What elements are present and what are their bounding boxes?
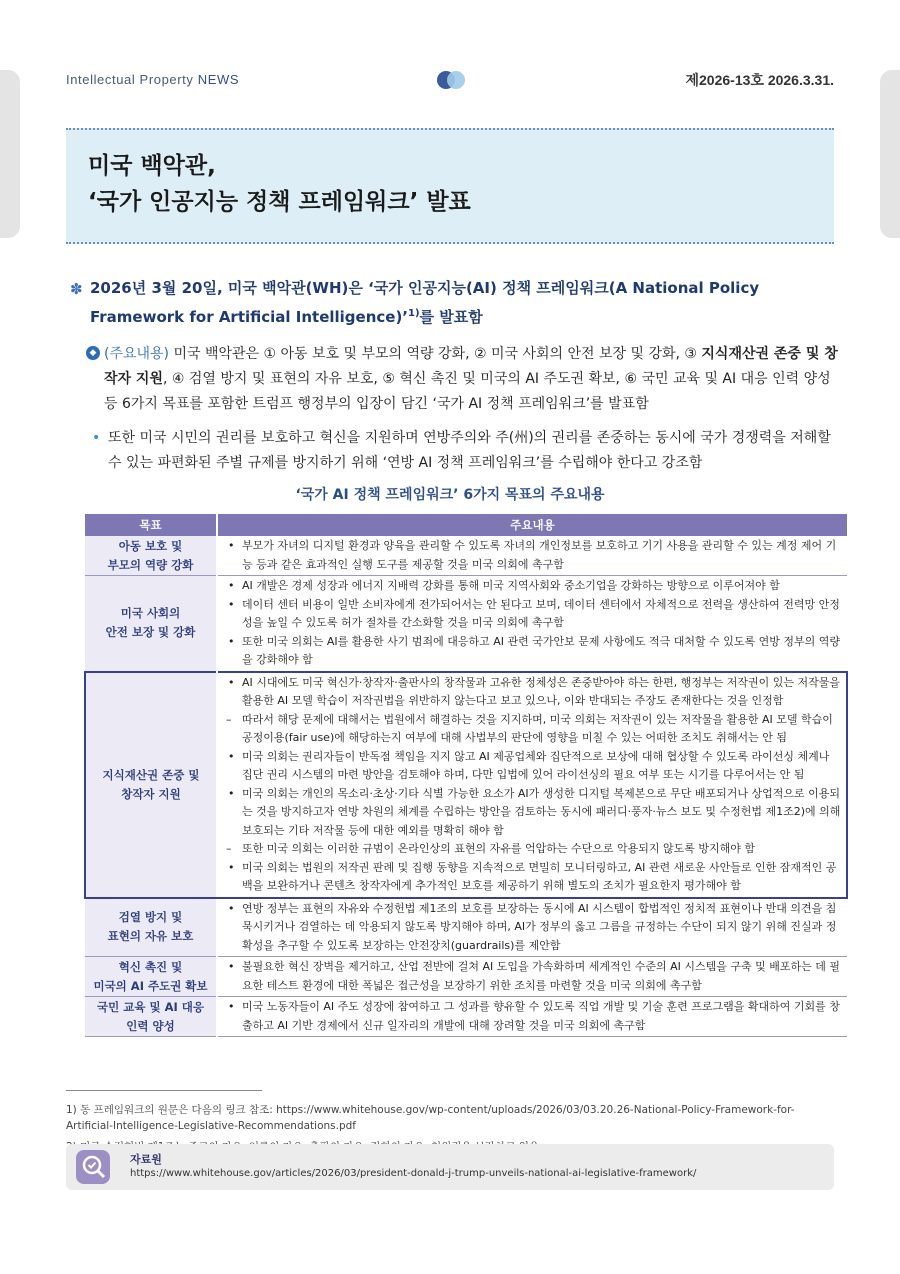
goal-label: 표현의 자유 보호	[107, 929, 194, 944]
goal-label: 창작자 지원	[121, 786, 181, 801]
bullet-item: • 불필요한 혁신 장벽을 제거하고, 산업 전반에 걸쳐 AI 도입을 가속화하며 세계적인 수준의 AI 시스템을 구축 및 배포하는 데 필요한 테스트 환경에 대한 폭넓은 접근성을 보장하기 위한 조치를 마련할 것을 미국 의회에 촉구함	[224, 958, 843, 995]
diamond-bullet-icon: ◆	[86, 346, 100, 360]
star-flower-icon: ✽	[70, 280, 83, 298]
goal-label: 인력 양성	[126, 1018, 175, 1033]
title-line-1: 미국 백악관,	[88, 153, 216, 179]
bullet-item: • AI 시대에도 미국 혁신가·창작자·출판사의 창작물과 고유한 정체성은 존중받아야 하는 한편, 행정부는 저작권이 있는 저작물을 활용한 AI 모델 학습이 저작권법을 위반하지 않는다고 보고 있으나, 이와 반대되는 주장도 존재한다는 것을 인정함	[224, 674, 842, 711]
bullet-item: • 부모가 자녀의 디지털 환경과 양육을 관리할 수 있도록 자녀의 개인정보를 보호하고 기기 사용을 관리할 수 있는 계정 제어 기능 등과 같은 효과적인 실행 도구를 제공할 것을 미국 의회에 촉구함	[224, 537, 843, 574]
goal-label: 국민 교육 및 AI 대응	[97, 999, 204, 1014]
table-row	[85, 957, 847, 997]
bullet-item: • 연방 정부는 표현의 자유와 수정헌법 제1조의 보호를 보장하는 동시에 AI 시스템이 합법적인 정치적 표현이나 반대 의견을 침묵시키거나 검열하는 데 악용되지 않도록 방지해야 하며, AI가 정부의 옳고 그름을 규정하는 수단이 되지 않기 위해 진실과 정확성을 추구할 수 있도록 보장하는 안전장치(guardrails)를 제안함	[224, 900, 843, 956]
goal-cell	[85, 997, 217, 1037]
dot-bullet-icon: •	[92, 430, 101, 446]
content-cell	[217, 997, 847, 1037]
summary-label: (주요내용)	[104, 346, 170, 362]
goal-cell	[85, 898, 217, 957]
search-magnifier-icon	[76, 1150, 110, 1184]
issue-number: 제2026-13호 2026.3.31.	[685, 72, 834, 88]
lead-paragraph	[70, 276, 840, 330]
goal-label: 미국 사회의	[120, 606, 181, 621]
table-row	[85, 576, 847, 672]
goals-table	[84, 514, 848, 1037]
source-box	[66, 1144, 834, 1190]
goal-label: 지식재산권 존중 및	[102, 767, 200, 782]
header-content: 주요내용	[217, 514, 847, 536]
content-cell	[217, 957, 847, 997]
footnote-divider	[66, 1090, 262, 1091]
summary-bold: 지식재산권 존중 및 창작자 지원	[104, 346, 838, 387]
goal-cell	[85, 672, 217, 898]
header-goal: 목표	[85, 514, 217, 536]
bullet-item: • 미국 의회는 개인의 목소리·초상·기타 식별 가능한 요소가 AI가 생성한 디지털 복제본으로 무단 배포되거나 상업적으로 이용되는 것을 방지하고자 연방 차원의 체계를 수립하는 방안을 검토하는 동시에 패러디·풍자·뉴스 보도 및 수정헌법 제1조2)에 의해 보호되는 기타 저작물 등에 대한 예외를 명확히 해야 함	[224, 785, 842, 841]
source-label: 자료원	[130, 1153, 162, 1166]
content-cell	[217, 672, 847, 898]
lead-text-a: 2026년 3월 20일, 미국 백악관(WH)은 ‘국가 인공지능(AI) 정책 프레임워크(A National Policy Framework for Artificial Intelligence)’	[90, 279, 760, 326]
title-line-2: ‘국가 인공지능 정책 프레임워크’ 발표	[88, 189, 471, 215]
table-row	[85, 536, 847, 576]
dash-item: – 따라서 해당 문제에 대해서는 법원에서 해결하는 것을 지지하며, 미국 의회는 저작권이 있는 저작물을 활용한 AI 모델 학습이 공정이용(fair use)에 해당하는지 여부에 대해 사법부의 판단에 영향을 미칠 수 있는 어떠한 조치도 취해서는 안 됨	[224, 711, 842, 748]
table-header-row	[85, 514, 847, 536]
page-title	[88, 148, 471, 220]
summary-text-a: 미국 백악관은 ① 아동 보호 및 부모의 역량 강화, ② 미국 사회의 안전 보장 및 강화, ③	[169, 346, 702, 362]
table-row	[85, 997, 847, 1037]
goal-label: 부모의 역량 강화	[107, 557, 194, 572]
source-url[interactable]: https://www.whitehouse.gov/articles/2026/03/president-donald-j-trump-unveils-national-ai-legislative-framework/	[130, 1168, 697, 1179]
footnote-1: 1) 동 프레임워크의 원문은 다음의 링크 참조: https://www.whitehouse.gov/wp-content/uploads/2026/03/03.20.26-National-Policy-Framework-for-Artificial-Intelligence-Legislative-Recommendations.pdf	[66, 1104, 795, 1132]
bullet-item: • 미국 노동자들이 AI 주도 성장에 참여하고 그 성과를 향유할 수 있도록 직업 개발 및 기술 훈련 프로그램을 확대하여 기회를 창출하고 AI 기반 경제에서 신규 일자리의 개발에 대해 장려할 것을 미국 의회에 촉구함	[224, 998, 843, 1035]
summary-text-b: , ④ 검열 방지 및 표현의 자유 보호, ⑤ 혁신 촉진 및 미국의 AI 주도권 확보, ⑥ 국민 교육 및 AI 대응 인력 양성 등 6가지 목표를 포함한 트럼프 행정부의 입장이 담긴 ‘국가 AI 정책 프레임워크’를 발표함	[104, 371, 831, 412]
table-row	[85, 898, 847, 957]
lead-text-b: 를 발표함	[419, 308, 483, 326]
title-banner	[66, 128, 834, 244]
goal-label: 미국의 AI 주도권 확보	[93, 978, 208, 993]
detail-text: 또한 미국 시민의 권리를 보호하고 혁신을 지원하며 연방주의와 주(州)의 권리를 존중하는 동시에 국가 경쟁력을 저해할 수 있는 파편화된 주별 규제를 방지하기 위해 ‘연방 AI 정책 프레임워크’를 수립해야 한다고 강조함	[108, 430, 831, 471]
detail-paragraph	[92, 426, 842, 476]
bullet-item: • 미국 의회는 법원의 저작권 판례 및 집행 동향을 지속적으로 면밀히 모니터링하고, AI 관련 새로운 사안들로 인한 잠재적인 공백을 보완하거나 콘텐츠 창작자에게 추가적인 보호를 제공하기 위해 별도의 조치가 필요한지 평가해야 함	[224, 859, 842, 896]
brand-news: NEWS	[197, 72, 240, 87]
bullet-item: • 데이터 센터 비용이 일반 소비자에게 전가되어서는 안 된다고 보며, 데이터 센터에서 자체적으로 전력을 생산하여 전력망 안정성을 높일 수 있도록 허가 절차를 간소화할 것을 미국 의회에 촉구함	[224, 596, 843, 633]
left-edge-tab	[0, 70, 20, 238]
bullet-item: • 또한 미국 의회는 AI를 활용한 사기 범죄에 대응하고 AI 관련 국가안보 문제 사항에도 적극 대처할 수 있도록 연방 정부의 역량을 강화해야 함	[224, 633, 843, 670]
goal-label: 혁신 촉진 및	[118, 959, 183, 974]
goal-cell	[85, 957, 217, 997]
goal-label: 아동 보호 및	[118, 538, 183, 553]
bullet-item: • 미국 의회는 권리자들이 반독점 책임을 지지 않고 AI 제공업체와 집단적으로 보상에 대해 협상할 수 있도록 라이선싱 체계나 집단 권리 시스템의 마련 방안을 검토해야 하며, 다만 입법에 있어 라이선싱의 필요 여부 또는 시기를 다루어서는 안 됨	[224, 748, 842, 785]
goal-label: 검열 방지 및	[118, 910, 183, 925]
content-cell	[217, 576, 847, 672]
page-header	[66, 70, 834, 92]
dash-item: – 또한 미국 의회는 이러한 규범이 온라인상의 표현의 자유를 억압하는 수단으로 악용되지 않도록 방지해야 함	[224, 840, 842, 859]
table-title: ‘국가 AI 정책 프레임워크’ 6가지 목표의 주요내용	[295, 487, 605, 503]
goal-label: 안전 보장 및 강화	[105, 625, 196, 640]
content-cell	[217, 898, 847, 957]
table-row	[85, 672, 847, 898]
bullet-item: • AI 개발은 경제 성장과 에너지 지배력 강화를 통해 미국 지역사회와 중소기업을 강화하는 방향으로 이루어져야 함	[224, 577, 843, 596]
newsletter-logo-icon	[434, 70, 468, 90]
footnote-ref-1[interactable]: 1)	[408, 308, 420, 319]
summary-paragraph	[86, 342, 842, 417]
content-cell	[217, 536, 847, 576]
brand-main: Intellectual Property	[66, 72, 198, 87]
goal-cell	[85, 536, 217, 576]
right-edge-tab	[880, 70, 900, 238]
brand-text	[66, 72, 239, 87]
goal-cell	[85, 576, 217, 672]
